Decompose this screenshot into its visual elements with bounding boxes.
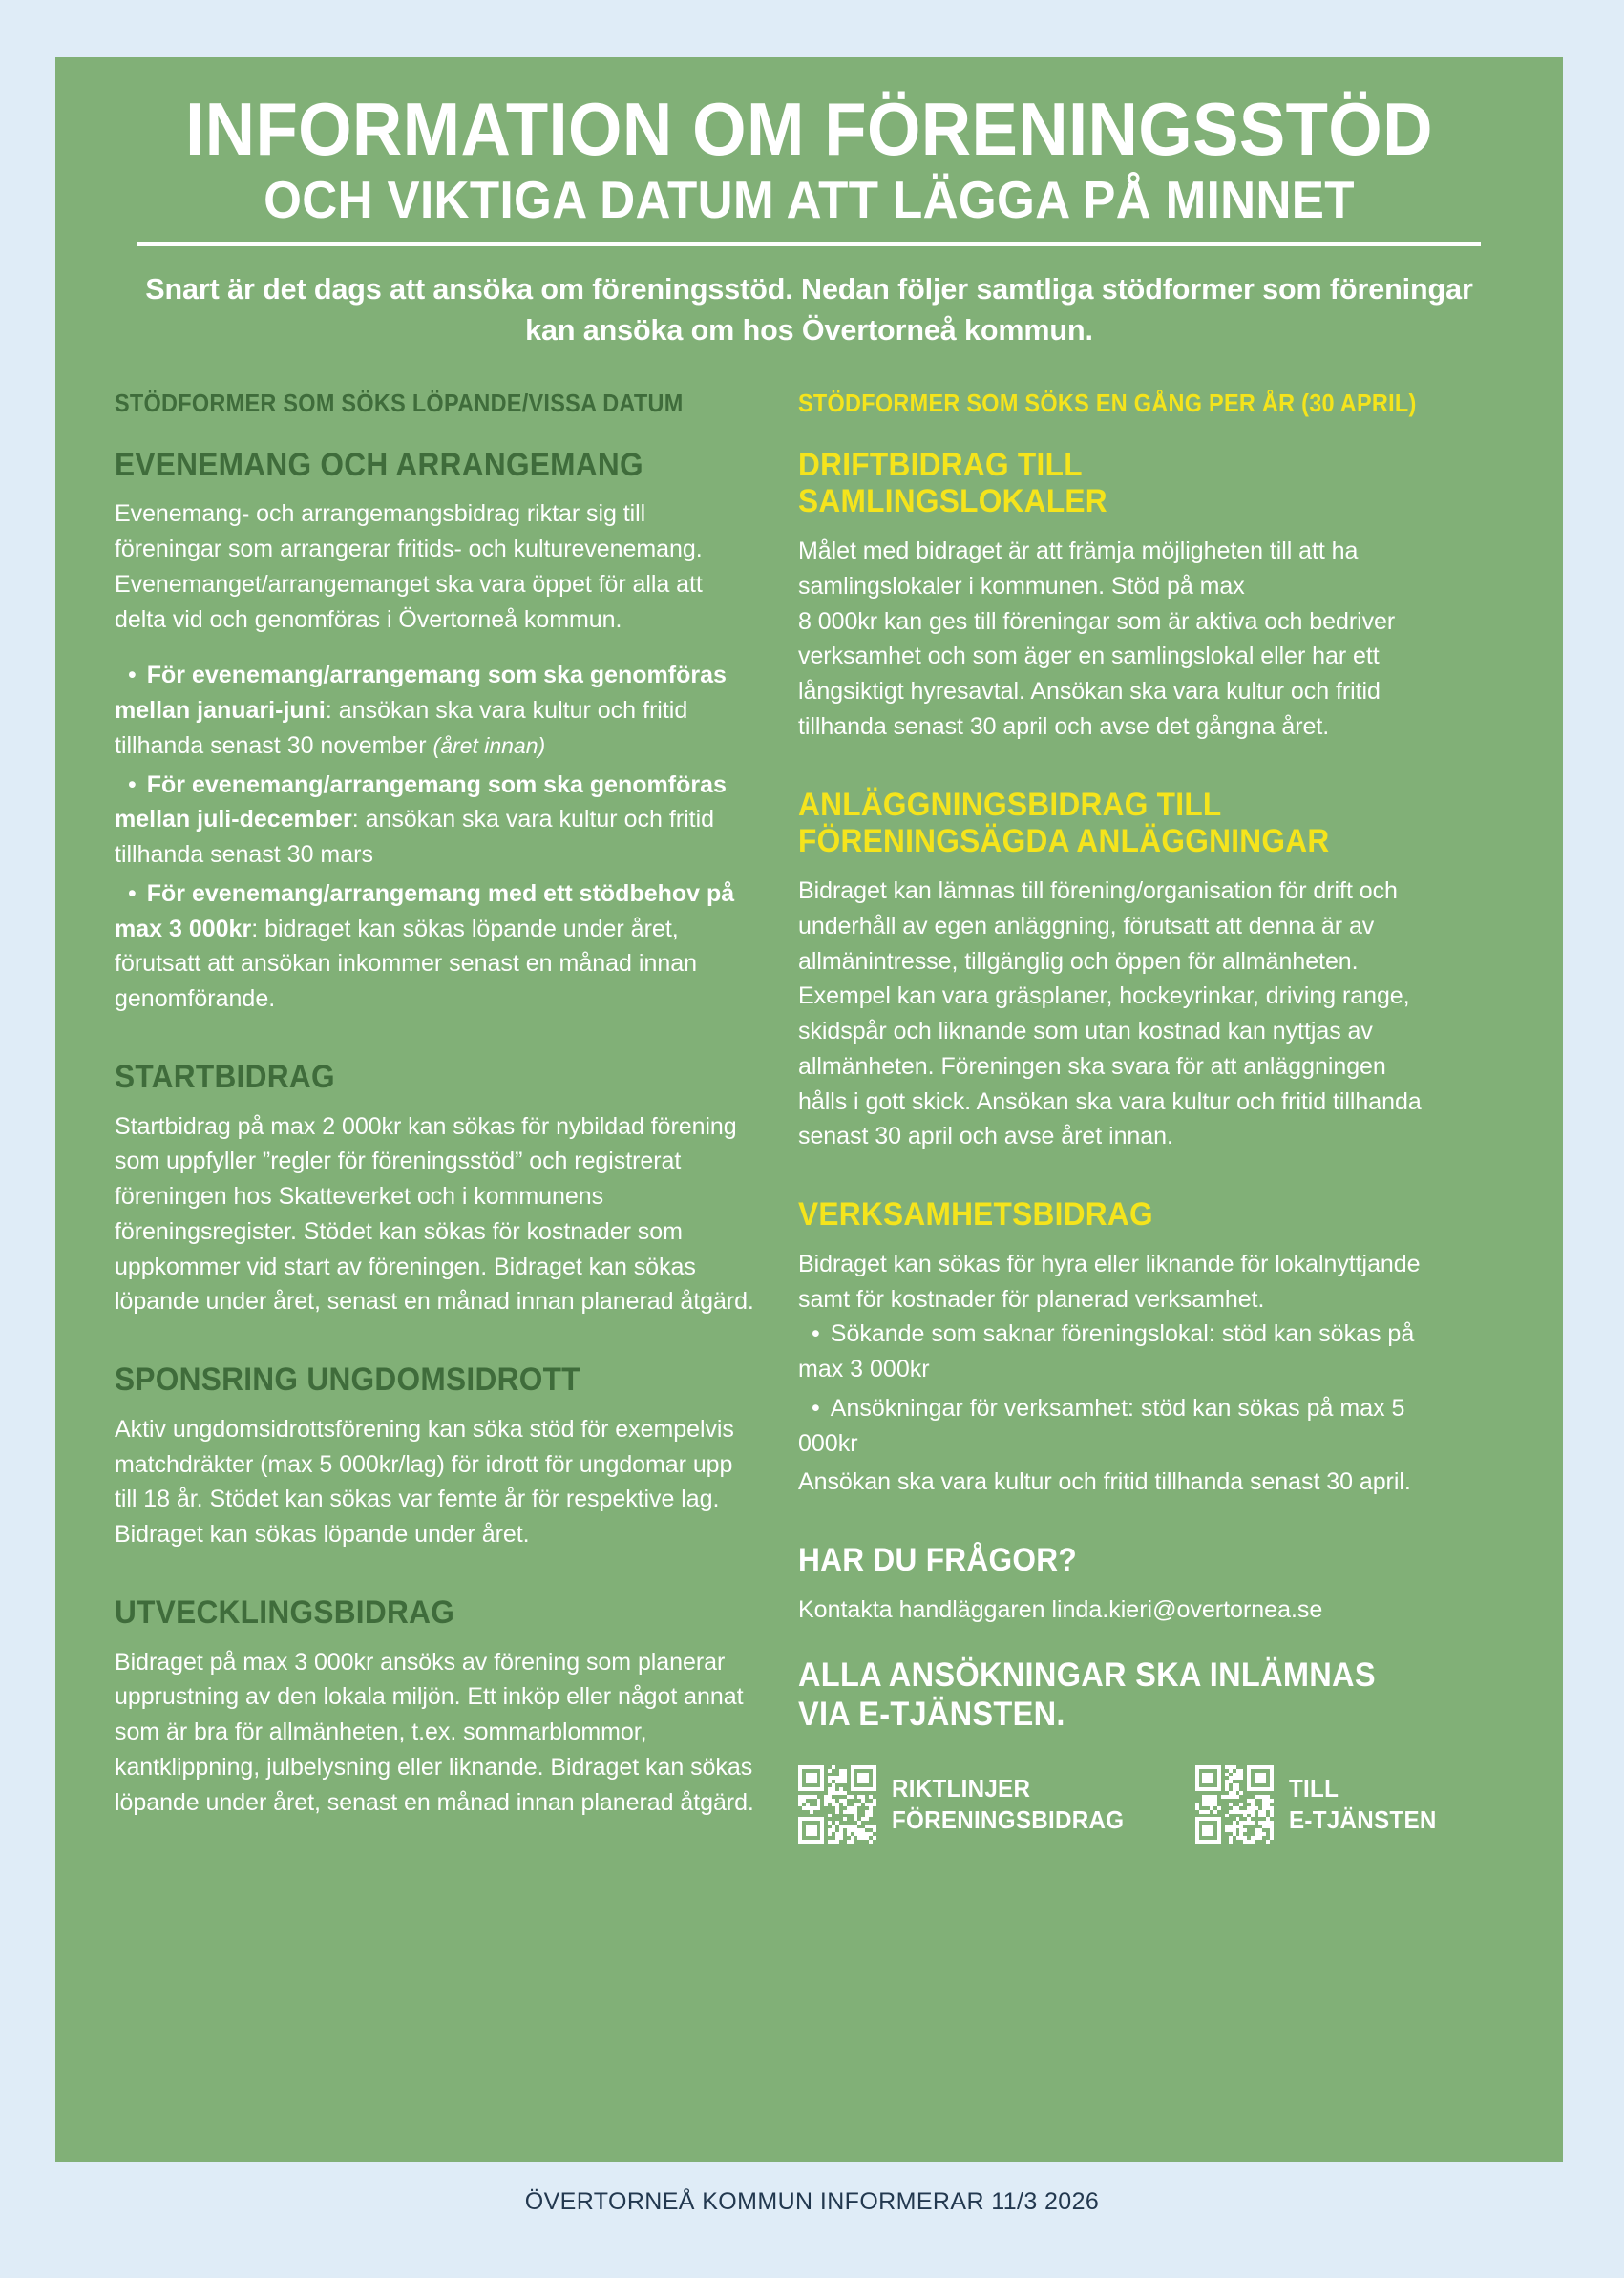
section-paragraph: Målet med bidraget är att främja möjligheten till att ha samlingslokaler i kommunen. Stöd på max	[798, 538, 1359, 600]
section-paragraph: Evenemang- och arrangemangsbidrag riktar sig till föreningar som arrangerar fritids- och kulturevenemang. Evenemanget/arrangemanget ska vara öppet för alla att delta vid och genomföras i Övertorneå kommun.	[115, 500, 703, 633]
section-driftbidrag	[798, 447, 1440, 745]
section-sponsring-ungdomsidrott	[115, 1361, 756, 1552]
section-title: STARTBIDRAG	[115, 1058, 335, 1095]
footer-text: ÖVERTORNEÅ KOMMUN INFORMERAR 11/3 2026	[524, 2188, 1100, 2215]
section-verksamhetsbidrag	[798, 1196, 1440, 1500]
green-panel	[55, 57, 1563, 2162]
section-evenemang	[115, 447, 756, 1017]
bullet-lead: För evenemang/arrangemang med ett stödbehov på max 3 000kr	[115, 879, 735, 942]
list-item	[798, 1391, 1440, 1462]
section-anlaggningsbidrag	[798, 787, 1440, 1155]
bullet-rest: Ansökningar för verksamhet: stöd kan sökas på max 5 000kr	[798, 1394, 1405, 1457]
section-paragraph: Bidraget kan sökas för hyra eller liknande för lokalnyttjande samt för kostnader för planerad verksamhet.	[798, 1250, 1421, 1313]
content-columns	[55, 352, 1563, 1844]
bullet-rest: : bidraget kan sökas löpande under året, förutsatt att ansökan inkommer senast en månad innan genomförande.	[115, 915, 698, 1013]
left-column-header: STÖDFORMER SOM SÖKS LÖPANDE/VISSA DATUM	[115, 390, 684, 417]
section-title	[798, 787, 1395, 861]
bullet-rest: Sökande som saknar föreningslokal: stöd kan sökas på max 3 000kr	[798, 1320, 1415, 1383]
list-item	[115, 768, 756, 873]
section-paragraph: Aktiv ungdomsidrottsförening kan söka stöd för exempelvis matchdräkter (max 5 000kr/lag) för idrott för ungdomar upp till 18 år. Stödet kan sökas var femte år för respektive lag. Bidraget kan sökas löpande under året.	[115, 1415, 734, 1549]
bullet-rest: : ansökan ska vara kultur och fritid tillhanda senast 30 mars	[115, 806, 715, 869]
right-column-header: STÖDFORMER SOM SÖKS EN GÅNG PER ÅR (30 APRIL)	[798, 390, 1417, 417]
qr-label	[892, 1773, 1124, 1836]
bullet-rest: : ansökan ska vara kultur och fritid tillhanda senast 30 november	[115, 697, 688, 759]
bullet-list	[798, 1317, 1440, 1461]
qr-code-icon[interactable]	[1195, 1765, 1274, 1844]
title-divider	[137, 242, 1481, 246]
section-title: EVENEMANG OCH ARRANGEMANG	[115, 446, 643, 483]
section-trailing-paragraph: Ansökan ska vara kultur och fritid tillhanda senast 30 april.	[798, 1468, 1411, 1496]
qr-row	[798, 1765, 1440, 1844]
section-paragraph: Bidraget på max 3 000kr ansöks av förening som planerar upprustning av den lokala miljön. Ett inköp eller något annat som är bra för allmänheten, t.ex. sommarblommor, kantklippning, julbelysning eller liknande. Bidraget kan sökas löpande under året, senast en månad innan planerad åtgärd.	[115, 1648, 754, 1816]
qr-label-line1: RIKTLINJER	[892, 1774, 1031, 1803]
section-title: VERKSAMHETSBIDRAG	[798, 1196, 1153, 1234]
section-paragraph: Startbidrag på max 2 000kr kan sökas för nybildad förening som uppfyller ”regler för föreningsstöd” och registrerat föreningen hos Skatteverket och i kommunens föreningsregister. Stödet kan sökas för kostnader som uppkommer vid start av föreningen. Bidraget kan sökas löpande under året, senast en månad innan planerad åtgärd.	[115, 1112, 754, 1316]
masthead	[55, 57, 1563, 352]
list-item	[115, 876, 756, 1017]
section-startbidrag	[115, 1059, 756, 1319]
section-paragraph: 8 000kr kan ges till föreningar som är aktiva och bedriver verksamhet och som äger en samlingslokal eller har ett långsiktigt hyresavtal. Ansökan ska vara kultur och fritid tillhanda senast 30 april och avse det gångna året.	[798, 607, 1396, 740]
page-title: INFORMATION OM FÖRENINGSSTÖD	[185, 87, 1433, 171]
right-column	[798, 390, 1440, 1844]
bullet-lead: För evenemang/arrangemang som ska genomföras mellan januari-juni	[115, 662, 727, 725]
cta-line1: ALLA ANSÖKNINGAR SKA INLÄMNAS	[798, 1656, 1376, 1695]
qr-block-etjansten[interactable]	[1195, 1765, 1447, 1844]
cta-text	[798, 1656, 1395, 1735]
section-title: SPONSRING UNGDOMSIDROTT	[115, 1361, 580, 1399]
section-title: UTVECKLINGSBIDRAG	[115, 1593, 455, 1631]
qr-code-icon[interactable]	[798, 1765, 876, 1844]
qr-block-riktlinjer[interactable]	[798, 1765, 1142, 1844]
contact-email-line[interactable]: Kontakta handläggaren linda.kieri@overtornea.se	[798, 1595, 1323, 1623]
contact-title: HAR DU FRÅGOR?	[798, 1542, 1077, 1579]
section-contact	[798, 1542, 1440, 1844]
bullet-list	[115, 658, 756, 1017]
section-paragraph: Bidraget kan lämnas till förening/organisation för drift och underhåll av egen anläggning, förutsatt att denna är av allmänintresse, tillgänglig och öppen för allmänheten. Exempel kan vara gräsplaner, hockeyrinkar, driving range, skidspår och liknande som utan kostnad kan nyttjas av allmänheten. Föreningen ska svara för att anläggningen hålls i gott skick. Ansökan ska vara kultur och fritid tillhanda senast 30 april och avse året innan.	[798, 877, 1422, 1150]
section-title-line2: FÖRENINGSÄGDA ANLÄGGNINGAR	[798, 823, 1330, 860]
section-title: DRIFTBIDRAG TILL SAMLINGSLOKALER	[798, 446, 1107, 520]
qr-label-line2: E-TJÄNSTEN	[1288, 1804, 1437, 1834]
cta-line2: VIA E-TJÄNSTEN.	[798, 1696, 1065, 1734]
section-utvecklingsbidrag	[115, 1594, 756, 1821]
page-subtitle: OCH VIKTIGA DATUM ATT LÄGGA PÅ MINNET	[264, 170, 1355, 230]
qr-label	[1289, 1773, 1437, 1836]
bullet-lead: För evenemang/arrangemang som ska genomföras mellan juli-december	[115, 770, 727, 833]
list-item	[798, 1317, 1440, 1387]
intro-paragraph: Snart är det dags att ansöka om föreningsstöd. Nedan följer samtliga stödformer som föreningar kan ansöka om hos Övertorneå kommun.	[145, 273, 1473, 348]
qr-label-line2: FÖRENINGSBIDRAG	[892, 1804, 1125, 1834]
list-item	[115, 658, 756, 763]
qr-label-line1: TILL	[1288, 1774, 1339, 1803]
bullet-italic: (året innan)	[432, 732, 546, 758]
section-title-line1: ANLÄGGNINGSBIDRAG TILL	[798, 786, 1222, 823]
left-column	[115, 390, 756, 1821]
